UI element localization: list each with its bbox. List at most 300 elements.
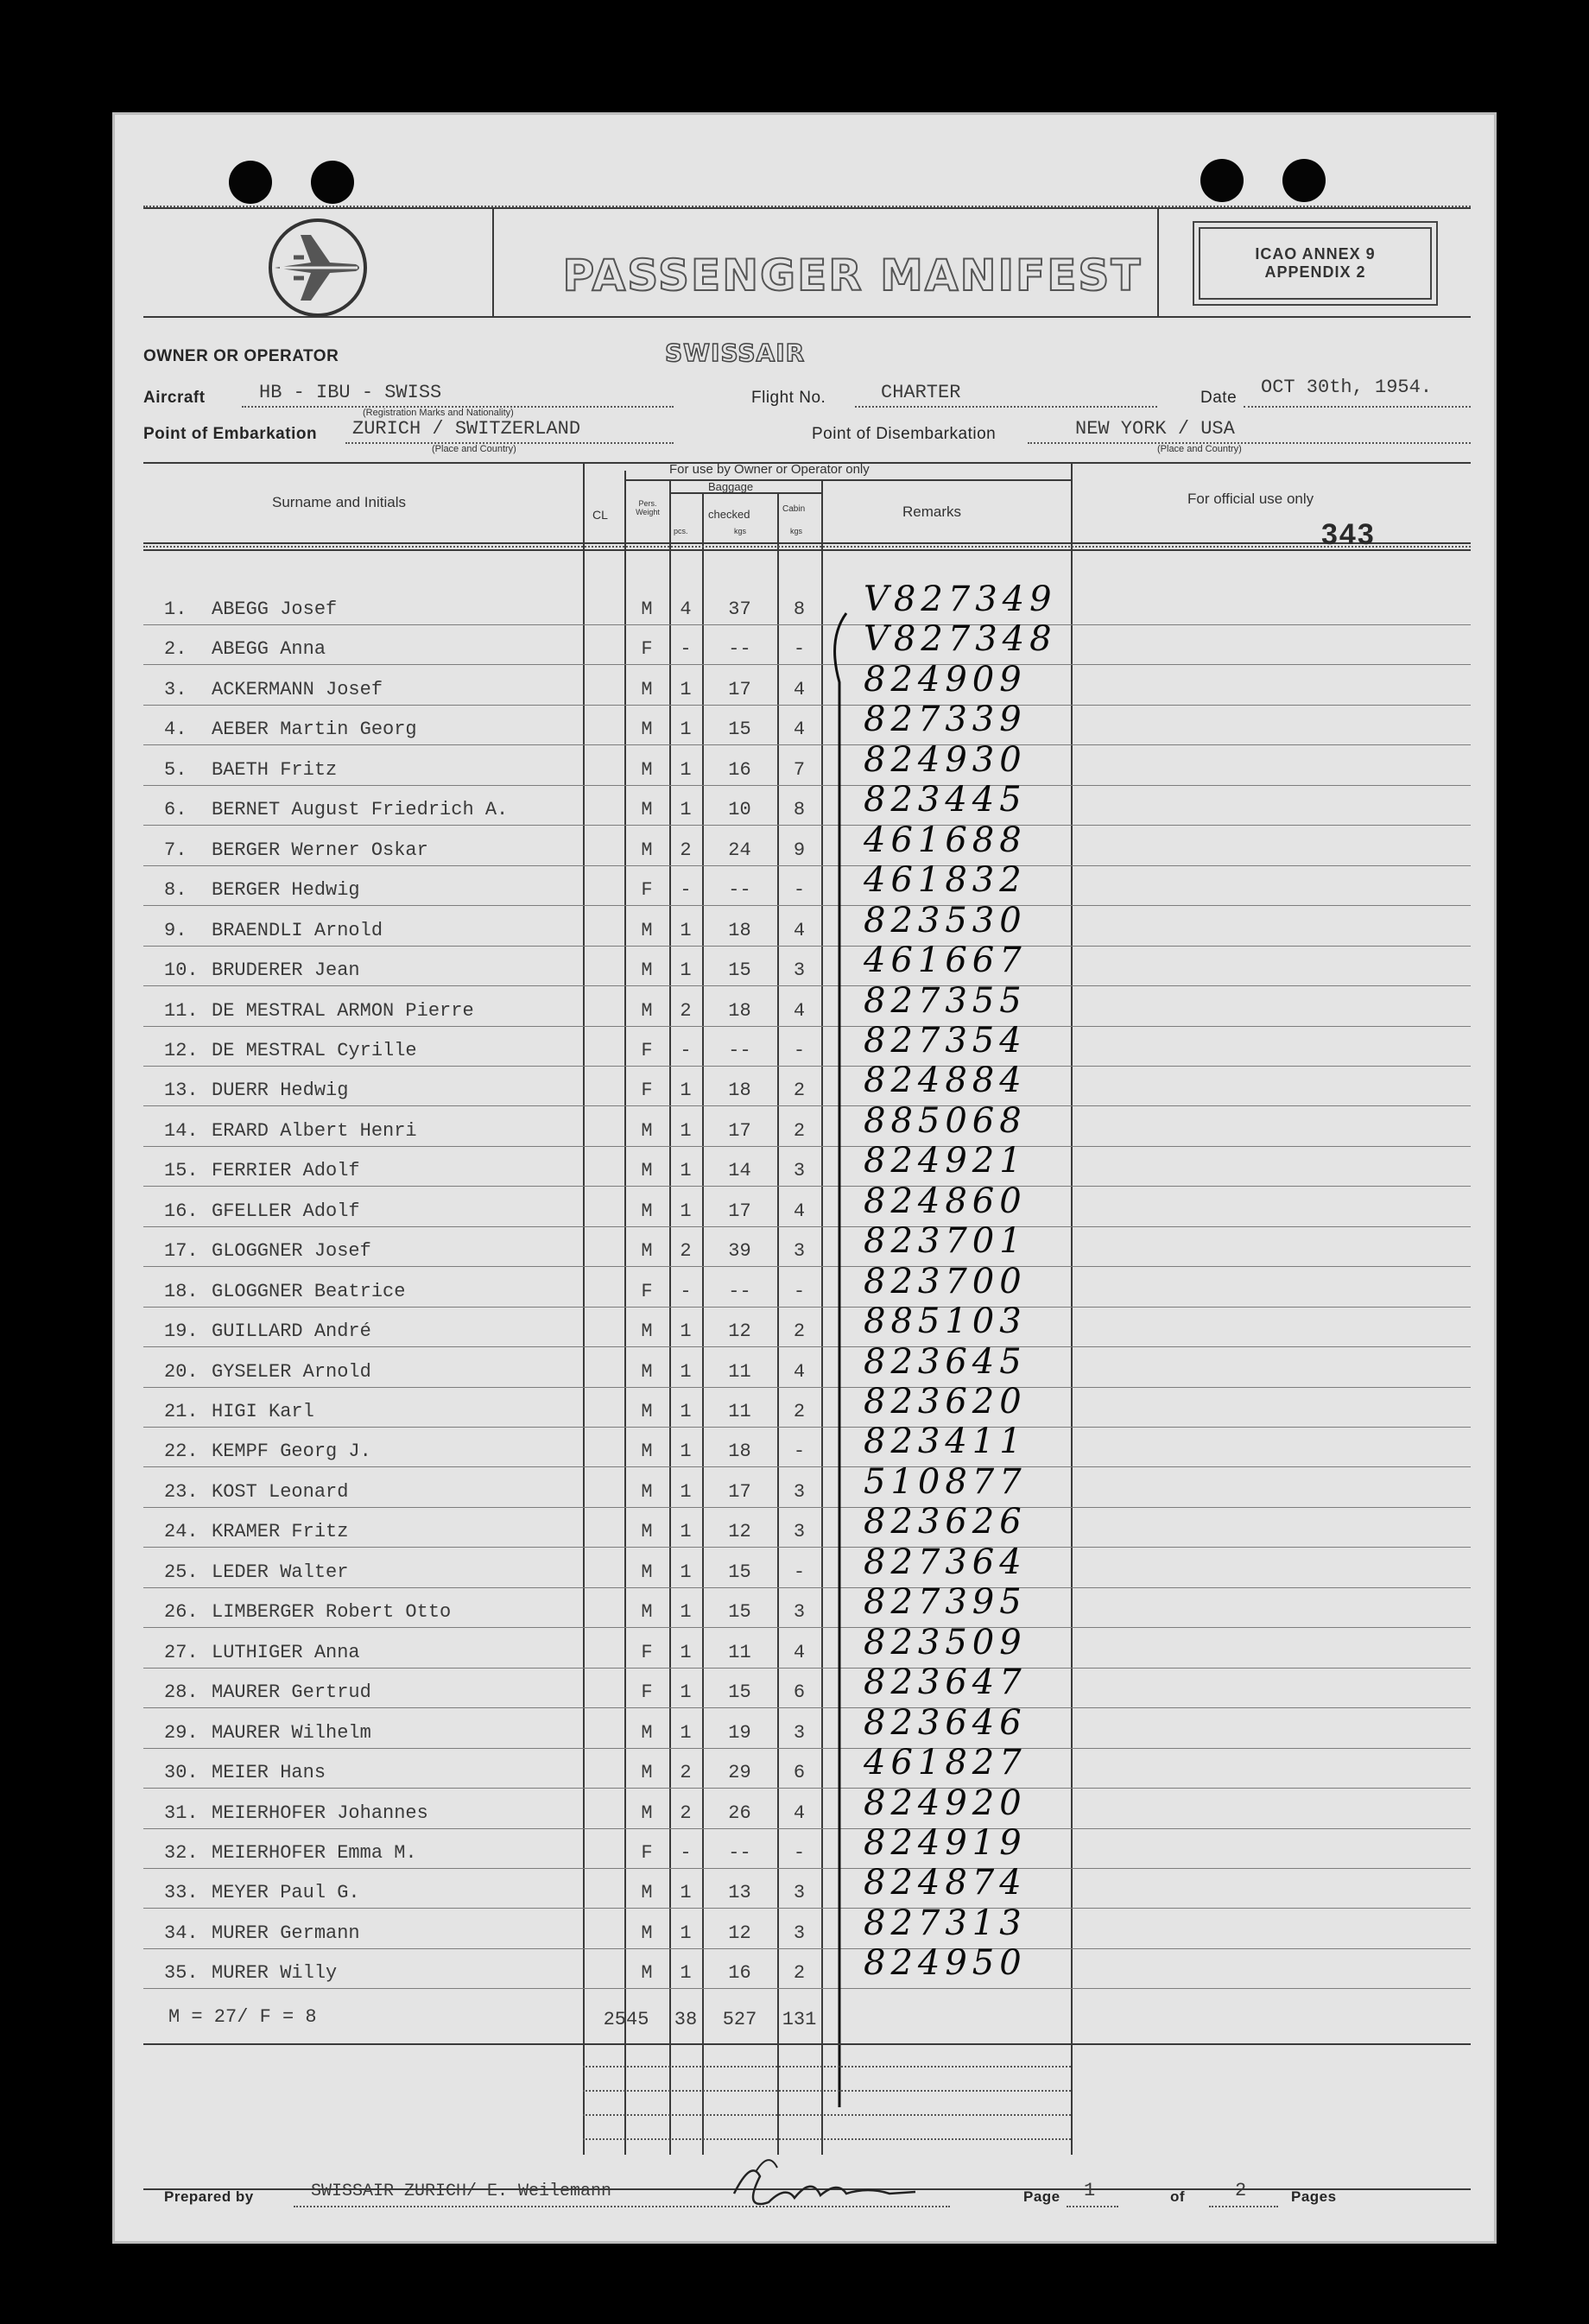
sex: M: [641, 719, 653, 741]
table-row-rule: [143, 1868, 1471, 1869]
remark-ticket-number: 461667: [864, 940, 1027, 981]
table-row-rule: [143, 1105, 1471, 1106]
manifest-sheet: [112, 112, 1497, 2244]
sex: F: [641, 1039, 653, 1061]
baggage-pcs: 2: [680, 1802, 692, 1824]
cabin-kgs: -: [793, 1561, 806, 1583]
baggage-kgs: 15: [728, 719, 751, 741]
baggage-pcs: 1: [680, 1080, 692, 1102]
sex: F: [641, 638, 653, 661]
remark-ticket-number: 824884: [864, 1061, 1027, 1101]
remark-ticket-number: 827364: [864, 1542, 1027, 1582]
table-row-rule: [143, 1547, 1471, 1548]
baggage-pcs: 1: [680, 1401, 692, 1422]
remark-ticket-number: 824919: [864, 1822, 1027, 1863]
cabin-kgs: 7: [793, 758, 806, 781]
row-number: 26.: [164, 1601, 199, 1624]
passenger-name: KRAMER Fritz: [212, 1521, 349, 1543]
cabin-kgs: 4: [793, 1641, 806, 1663]
passenger-name: MAURER Gertrud: [212, 1681, 371, 1704]
passenger-name: LUTHIGER Anna: [212, 1641, 360, 1663]
group-header-rule: [624, 479, 1071, 481]
baggage-kgs: --: [728, 879, 751, 902]
table-row-rule: [143, 1788, 1471, 1789]
cabin-kgs: 6: [793, 1762, 806, 1784]
cabin-kgs: 4: [793, 719, 806, 741]
row-number: 2.: [164, 638, 187, 661]
baggage-kgs: 19: [728, 1721, 751, 1744]
baggage-kgs: 12: [728, 1521, 751, 1543]
baggage-pcs: 1: [680, 1160, 692, 1182]
cabin-kgs: 4: [793, 999, 806, 1022]
baggage-kgs: 11: [728, 1641, 751, 1663]
baggage-kgs: 17: [728, 678, 751, 700]
row-number: 15.: [164, 1160, 199, 1182]
baggage-kgs: 14: [728, 1160, 751, 1182]
sex: M: [641, 1360, 653, 1383]
remark-ticket-number: 824909: [864, 659, 1027, 700]
owner-value: SWISSAIR: [665, 339, 806, 367]
sex: M: [641, 1160, 653, 1182]
cabin-kgs: -: [793, 1841, 806, 1864]
row-number: 1.: [164, 598, 187, 620]
operator-use-header: For use by Owner or Operator only: [669, 462, 870, 477]
cabin-kgs: 3: [793, 1882, 806, 1904]
sex: M: [641, 799, 653, 821]
cabin-kgs-header: kgs: [790, 527, 803, 535]
table-row-rule: [143, 1707, 1471, 1708]
embarkation-value: ZURICH / SWITZERLAND: [352, 418, 581, 440]
baggage-pcs: 1: [680, 1521, 692, 1543]
checked-header: checked: [708, 508, 750, 521]
cabin-kgs: 9: [793, 839, 806, 861]
table-row-rule: [143, 1346, 1471, 1347]
totals-weight: 2545: [603, 2009, 649, 2030]
baggage-kgs: --: [728, 1280, 751, 1302]
remark-ticket-number: 823509: [864, 1622, 1027, 1662]
sex: M: [641, 1962, 653, 1985]
remark-ticket-number: 823626: [864, 1502, 1027, 1542]
page-label: Page: [1023, 2188, 1060, 2205]
passenger-name: GLOGGNER Josef: [212, 1240, 371, 1263]
blank-row-line: [583, 2138, 1071, 2140]
baggage-pcs: -: [680, 1280, 692, 1302]
table-row-rule: [143, 1307, 1471, 1308]
row-number: 7.: [164, 839, 187, 861]
remark-ticket-number: 827339: [864, 700, 1027, 740]
table-row-rule: [143, 785, 1471, 786]
table-row-rule: [143, 1668, 1471, 1669]
signature: [717, 2142, 924, 2220]
sex: M: [641, 1521, 653, 1543]
baggage-kgs: 12: [728, 1320, 751, 1343]
table-row-rule: [143, 744, 1471, 745]
baggage-pcs: 1: [680, 758, 692, 781]
baggage-kgs: 18: [728, 1080, 751, 1102]
remark-ticket-number: 885068: [864, 1100, 1027, 1141]
row-number: 18.: [164, 1280, 199, 1302]
flight-label: Flight No.: [751, 389, 826, 407]
baggage-pcs: 1: [680, 1320, 692, 1343]
remark-ticket-number: 824930: [864, 739, 1027, 780]
aircraft-label: Aircraft: [143, 389, 206, 407]
table-row-rule: [143, 1026, 1471, 1027]
baggage-pcs: 1: [680, 678, 692, 700]
column-header-bottom-rule: [143, 542, 1471, 544]
passenger-name: MURER Germann: [212, 1922, 360, 1944]
cabin-kgs: 3: [793, 1160, 806, 1182]
remark-ticket-number: 823620: [864, 1382, 1027, 1422]
cabin-kgs: 8: [793, 598, 806, 620]
row-number: 17.: [164, 1240, 199, 1263]
table-row-rule: [143, 1427, 1471, 1428]
table-row-rule: [143, 1627, 1471, 1628]
cabin-kgs: 3: [793, 1521, 806, 1543]
official-use-header: For official use only: [1187, 491, 1314, 507]
remarks-header: Remarks: [902, 503, 962, 520]
of-label: of: [1170, 2188, 1186, 2205]
row-number: 4.: [164, 719, 187, 741]
sex: M: [641, 1922, 653, 1944]
passenger-name: KOST Leonard: [212, 1480, 349, 1503]
passenger-name: MAURER Wilhelm: [212, 1721, 371, 1744]
passenger-name: GLOGGNER Beatrice: [212, 1280, 406, 1302]
row-number: 5.: [164, 758, 187, 781]
icao-annex-box: [1199, 227, 1432, 300]
sex: M: [641, 1401, 653, 1422]
sex: M: [641, 1320, 653, 1343]
sex: M: [641, 1561, 653, 1583]
remark-ticket-number: 824874: [864, 1863, 1027, 1903]
baggage-pcs: 1: [680, 1119, 692, 1142]
baggage-kgs: 17: [728, 1480, 751, 1503]
table-row-rule: [143, 1748, 1471, 1749]
date-fill-line: [1244, 406, 1471, 408]
baggage-kgs: 26: [728, 1802, 751, 1824]
sex: F: [641, 1641, 653, 1663]
disembarkation-fill-line: [1028, 442, 1471, 444]
table-row-rule: [143, 905, 1471, 906]
remark-ticket-number: 510877: [864, 1461, 1027, 1502]
disembarkation-value: NEW YORK / USA: [1075, 418, 1235, 440]
cabin-kgs: 4: [793, 919, 806, 941]
sex: F: [641, 1280, 653, 1302]
sex: M: [641, 1762, 653, 1784]
remark-ticket-number: 827355: [864, 980, 1027, 1021]
passenger-name: MEIERHOFER Johannes: [212, 1802, 428, 1824]
table-row-rule: [143, 1507, 1471, 1508]
baggage-pcs: 1: [680, 919, 692, 941]
baggage-header: Baggage: [708, 480, 754, 493]
pcs-header: pcs.: [674, 527, 688, 535]
baggage-pcs: 2: [680, 1762, 692, 1784]
baggage-pcs: -: [680, 879, 692, 902]
table-row-rule: [143, 664, 1471, 665]
row-number: 20.: [164, 1360, 199, 1383]
flight-fill-line: [855, 406, 1157, 408]
sex: M: [641, 1480, 653, 1503]
remark-ticket-number: 823411: [864, 1422, 1027, 1462]
baggage-pcs: 2: [680, 1240, 692, 1263]
passenger-name: ACKERMANN Josef: [212, 678, 383, 700]
passenger-name: MEYER Paul G.: [212, 1882, 360, 1904]
baggage-pcs: -: [680, 1039, 692, 1061]
passenger-name: BERGER Hedwig: [212, 879, 360, 902]
baggage-kgs: 15: [728, 1561, 751, 1583]
sex: M: [641, 1441, 653, 1463]
baggage-kgs: 13: [728, 1882, 751, 1904]
remark-ticket-number: 824920: [864, 1783, 1027, 1823]
table-row-rule: [143, 1587, 1471, 1588]
cabin-kgs: 3: [793, 1480, 806, 1503]
totals-pcs: 38: [674, 2009, 698, 2030]
baggage-kgs: 10: [728, 799, 751, 821]
handwritten-bracket: [820, 605, 855, 2125]
pers-weight-header: Pers. Weight: [636, 499, 660, 516]
date-value: OCT 30th, 1954.: [1261, 377, 1433, 398]
remark-ticket-number: 827354: [864, 1020, 1027, 1061]
baggage-kgs: 29: [728, 1762, 751, 1784]
blank-row-line: [583, 2066, 1071, 2068]
passenger-name: BRUDERER Jean: [212, 959, 360, 982]
cabin-kgs: 2: [793, 1962, 806, 1985]
disembarkation-label: Point of Disembarkation: [812, 425, 997, 443]
sex: M: [641, 959, 653, 982]
table-row-rule: [143, 1908, 1471, 1909]
row-number: 8.: [164, 879, 187, 902]
remark-ticket-number: 823700: [864, 1261, 1027, 1301]
prepared-by-value: SWISSAIR ZURICH/ E. Weilemann: [311, 2182, 612, 2201]
swissair-logo-icon: [266, 216, 370, 320]
baggage-kgs: --: [728, 1841, 751, 1864]
passenger-name: ABEGG Josef: [212, 598, 338, 620]
baggage-kgs: 12: [728, 1922, 751, 1944]
table-row-rule: [143, 1948, 1471, 1949]
table-row-rule: [143, 1988, 1471, 1989]
pages-label: Pages: [1291, 2188, 1337, 2205]
cabin-kgs: 2: [793, 1320, 806, 1343]
remark-ticket-number: 824950: [864, 1943, 1027, 1984]
cabin-kgs: 4: [793, 678, 806, 700]
row-number: 16.: [164, 1200, 199, 1222]
passenger-name: GYSELER Arnold: [212, 1360, 371, 1383]
cabin-kgs: 3: [793, 1721, 806, 1744]
baggage-kgs: --: [728, 1039, 751, 1061]
remark-ticket-number: 461832: [864, 860, 1027, 901]
table-row-rule: [143, 1466, 1471, 1467]
passenger-name: BERNET August Friedrich A.: [212, 799, 509, 821]
baggage-kgs: 15: [728, 1681, 751, 1704]
remark-ticket-number: 823701: [864, 1221, 1027, 1262]
baggage-kgs: 11: [728, 1401, 751, 1422]
icao-line: ICAO ANNEX 9: [1255, 245, 1376, 263]
aircraft-value: HB - IBU - SWISS: [259, 382, 442, 403]
cabin-kgs: 3: [793, 1922, 806, 1944]
flight-value: CHARTER: [881, 382, 961, 403]
punch-hole: [1282, 159, 1326, 202]
row-number: 11.: [164, 999, 199, 1022]
cabin-kgs: 2: [793, 1401, 806, 1422]
totals-kgs: 527: [722, 2009, 757, 2030]
cabin-kgs: 4: [793, 1200, 806, 1222]
sex: F: [641, 1841, 653, 1864]
baggage-pcs: 1: [680, 1681, 692, 1704]
table-row-rule: [143, 624, 1471, 625]
baggage-kgs: 18: [728, 1441, 751, 1463]
passenger-name: HIGI Karl: [212, 1401, 314, 1422]
remark-ticket-number: 461827: [864, 1743, 1027, 1783]
baggage-kgs: 17: [728, 1200, 751, 1222]
baggage-kgs: 37: [728, 598, 751, 620]
cabin-kgs: 2: [793, 1119, 806, 1142]
remark-ticket-number: 824860: [864, 1181, 1027, 1221]
totals-rule: [143, 2043, 1471, 2045]
page-fill-line: [1067, 2206, 1118, 2207]
cabin-kgs: 3: [793, 959, 806, 982]
baggage-kgs: 18: [728, 919, 751, 941]
total-pages: 2: [1235, 2180, 1247, 2201]
official-number: 343: [1321, 518, 1376, 551]
baggage-pcs: 1: [680, 1962, 692, 1985]
baggage-kgs: 16: [728, 758, 751, 781]
row-number: 9.: [164, 919, 187, 941]
sex: M: [641, 1721, 653, 1744]
sex: F: [641, 1080, 653, 1102]
remark-ticket-number: V827348: [864, 619, 1057, 660]
aircraft-note: (Registration Marks and Nationality): [363, 408, 514, 418]
row-number: 14.: [164, 1119, 199, 1142]
baggage-kgs: 39: [728, 1240, 751, 1263]
table-row-rule: [143, 1186, 1471, 1187]
cabin-kgs: 6: [793, 1681, 806, 1704]
sex: M: [641, 1802, 653, 1824]
table-row-rule: [143, 1146, 1471, 1147]
passenger-name: KEMPF Georg J.: [212, 1441, 371, 1463]
row-number: 31.: [164, 1802, 199, 1824]
cabin-kgs: 4: [793, 1802, 806, 1824]
row-number: 33.: [164, 1882, 199, 1904]
passenger-name: FERRIER Adolf: [212, 1160, 360, 1182]
sex: M: [641, 1119, 653, 1142]
column-header-double-rule: [143, 549, 1471, 551]
sex: M: [641, 999, 653, 1022]
remark-ticket-number: 823646: [864, 1702, 1027, 1743]
baggage-pcs: 1: [680, 799, 692, 821]
sex: M: [641, 1882, 653, 1904]
row-number: 28.: [164, 1681, 199, 1704]
table-row-rule: [143, 1828, 1471, 1829]
baggage-pcs: 1: [680, 1360, 692, 1383]
table-row-rule: [143, 865, 1471, 866]
header-divider: [492, 207, 494, 316]
remark-ticket-number: 824921: [864, 1141, 1027, 1181]
baggage-pcs: 4: [680, 598, 692, 620]
table-row-rule: [143, 1387, 1471, 1388]
row-number: 32.: [164, 1841, 199, 1864]
row-number: 3.: [164, 678, 187, 700]
passenger-name: DUERR Hedwig: [212, 1080, 349, 1102]
remark-ticket-number: 823445: [864, 780, 1027, 820]
sex: M: [641, 598, 653, 620]
baggage-kgs: 17: [728, 1119, 751, 1142]
passenger-name: ABEGG Anna: [212, 638, 326, 661]
passenger-name: BRAENDLI Arnold: [212, 919, 383, 941]
baggage-kgs: 24: [728, 839, 751, 861]
baggage-pcs: -: [680, 1841, 692, 1864]
cabin-kgs: 3: [793, 1240, 806, 1263]
remark-ticket-number: 885103: [864, 1301, 1027, 1342]
passenger-name: DE MESTRAL ARMON Pierre: [212, 999, 474, 1022]
baggage-pcs: 1: [680, 1561, 692, 1583]
passenger-name: AEBER Martin Georg: [212, 719, 417, 741]
cabin-kgs: -: [793, 879, 806, 902]
appendix-line: APPENDIX 2: [1264, 263, 1366, 281]
row-number: 22.: [164, 1441, 199, 1463]
column-divider: [583, 462, 585, 2155]
row-number: 29.: [164, 1721, 199, 1744]
table-row-rule: [143, 946, 1471, 947]
remark-ticket-number: 827313: [864, 1903, 1027, 1943]
page-number: 1: [1084, 2180, 1096, 2201]
baggage-pcs: 1: [680, 1601, 692, 1624]
baggage-pcs: 2: [680, 999, 692, 1022]
row-number: 35.: [164, 1962, 199, 1985]
row-number: 27.: [164, 1641, 199, 1663]
punch-hole: [311, 161, 354, 204]
table-row-rule: [143, 985, 1471, 986]
baggage-kgs: 15: [728, 959, 751, 982]
sex: M: [641, 1601, 653, 1624]
sex: M: [641, 678, 653, 700]
table-row-rule: [143, 825, 1471, 826]
remark-ticket-number: V827349: [864, 579, 1057, 619]
cabin-header: Cabin: [782, 504, 806, 514]
embarkation-label: Point of Embarkation: [143, 425, 318, 443]
disembarkation-note: (Place and Country): [1157, 444, 1242, 454]
remark-ticket-number: 823647: [864, 1662, 1027, 1703]
passenger-name: MEIERHOFER Emma M.: [212, 1841, 417, 1864]
passenger-name: MURER Willy: [212, 1962, 338, 1985]
prepared-by-label: Prepared by: [164, 2188, 254, 2205]
baggage-pcs: 1: [680, 719, 692, 741]
row-number: 12.: [164, 1039, 199, 1061]
row-number: 34.: [164, 1922, 199, 1944]
row-number: 24.: [164, 1521, 199, 1543]
remark-ticket-number: 827395: [864, 1582, 1027, 1623]
remark-ticket-number: 823530: [864, 900, 1027, 940]
cabin-kgs: -: [793, 1280, 806, 1302]
baggage-kgs: 11: [728, 1360, 751, 1383]
baggage-pcs: 1: [680, 959, 692, 982]
sex: F: [641, 879, 653, 902]
header-rule: [143, 207, 1471, 209]
total-pages-fill-line: [1209, 2206, 1278, 2207]
passenger-name: ERARD Albert Henri: [212, 1119, 417, 1142]
baggage-pcs: 1: [680, 1441, 692, 1463]
blank-row-line: [583, 2090, 1071, 2092]
cabin-kgs: 2: [793, 1080, 806, 1102]
kgs-header: kgs: [734, 527, 747, 535]
sex: M: [641, 919, 653, 941]
cabin-kgs: -: [793, 1039, 806, 1061]
baggage-pcs: 1: [680, 1882, 692, 1904]
baggage-pcs: 1: [680, 1480, 692, 1503]
punch-hole: [229, 161, 272, 204]
totals-label: M = 27/ F = 8: [168, 2006, 317, 2028]
baggage-pcs: 2: [680, 839, 692, 861]
page-title: PASSENGER MANIFEST: [562, 250, 1143, 301]
baggage-kgs: --: [728, 638, 751, 661]
